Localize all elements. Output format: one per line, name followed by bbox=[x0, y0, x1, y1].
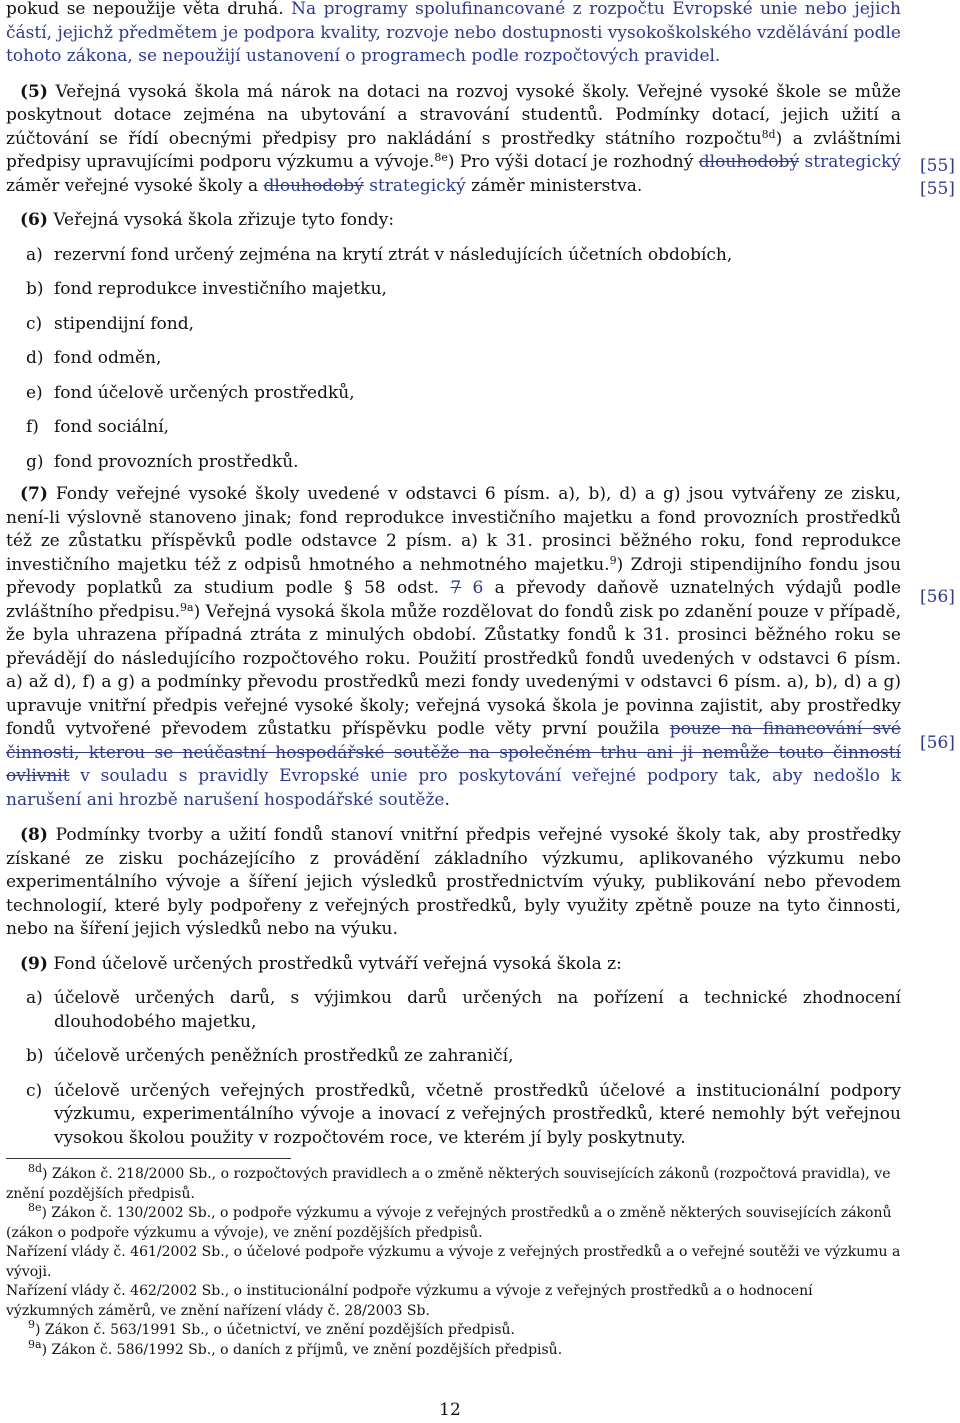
paragraph-text: a převody daňově uznatelných výdajů podle zvláštního předpisu. bbox=[6, 578, 902, 622]
list-item bbox=[6, 451, 901, 475]
margin-reference: [55] bbox=[920, 156, 955, 176]
footnote-text: ) Zákon č. 586/1992 Sb., o daních z příjmů, ve znění pozdějších předpisů. bbox=[41, 1341, 563, 1358]
list-item bbox=[6, 313, 901, 337]
paragraph-text: ) Veřejná vysoká škola může rozdělovat do fondů zisk po zdanění pouze v případě, že byla uhrazena případná ztráta z minulých období. Zůstatky fondů k 31. prosinci běžného roku se převádějí do následujícího rozpočtového roku. Použití prostředků fondů uvedených v odstavci 6 písm. a) až d), f) a g) a podmínky převodu prostředků mezi fondy uvedenými v odstavci 6 písm. a), b), d) a g) upravuje vnitřní předpis veřejné vysoké školy; veřejná vysoká škola je povinna zajistit, aby prostředky fondů vytvořené převodem zůstatku příspěvku podle věty první použila bbox=[6, 601, 901, 739]
footnote-9 bbox=[6, 1318, 901, 1341]
list-item bbox=[6, 382, 901, 406]
intro-text: pokud se nepoužije věta druhá. bbox=[6, 0, 292, 19]
footnote-9a bbox=[6, 1337, 901, 1361]
footnote-mark: 9 bbox=[28, 1318, 35, 1331]
list-text: účelově určených peněžních prostředků ze zahraničí, bbox=[54, 1046, 514, 1066]
margin-reference: [55] bbox=[920, 179, 955, 199]
page-number: 12 bbox=[439, 1400, 461, 1420]
paragraph-text: Veřejná vysoká škola má nárok na dotaci na rozvoj vysoké školy. Veřejné vysoké škole se může poskytnout dotace zejména na ubytování a stravování studentů. Podmínky dotací, jejich užití a zúčtování se řídí obecnými předpisy pro nakládání s prostředky státního rozpočtu bbox=[6, 81, 901, 149]
footnote-ref[interactable]: 9a bbox=[180, 600, 194, 614]
footnote-text: ) Zákon č. 130/2002 Sb., o podpoře výzkumu a vývoje z veřejných prostředků a o změně některých souvisejících zákonů (zákon o podpoře výzkumu a vývoje), ve znění pozdějších předpisů. bbox=[6, 1205, 892, 1241]
footnote-mark: 9a bbox=[28, 1337, 42, 1351]
list-label: b) bbox=[26, 1046, 44, 1066]
footnote-8e bbox=[6, 1201, 901, 1243]
list-item bbox=[6, 987, 901, 1034]
list-label: f) bbox=[26, 417, 39, 437]
list-text: účelově určených darů, s výjimkou darů určených na pořízení a technické zhodnocení dlouhodobého majetku, bbox=[54, 988, 901, 1032]
list-label: b) bbox=[26, 279, 44, 299]
fund-list bbox=[6, 244, 901, 475]
list-item bbox=[6, 1080, 901, 1151]
list-item bbox=[6, 1045, 901, 1069]
deleted-text: 7 bbox=[450, 578, 462, 598]
list-label: a) bbox=[26, 988, 43, 1008]
paragraph-number: (5) bbox=[20, 81, 48, 102]
paragraph-text: . bbox=[444, 789, 450, 810]
paragraph-text: záměr veřejné vysoké školy a bbox=[6, 175, 264, 196]
list-text: stipendijní fond, bbox=[54, 313, 195, 334]
paragraph-text: záměr ministerstva. bbox=[465, 175, 643, 196]
deleted-text: pouze na financování své činnosti, kterou se neúčastní hospodářské soutěže na společném trhu ani ji nemůže touto činností ovlivnit bbox=[6, 719, 901, 786]
margin-reference: [56] bbox=[920, 733, 955, 753]
paragraph-intro bbox=[6, 0, 901, 69]
paragraph-number: (8) bbox=[20, 825, 48, 845]
paragraph-number: (7) bbox=[20, 484, 48, 504]
paragraph-number: (9) bbox=[20, 953, 48, 974]
list-label: g) bbox=[26, 451, 44, 472]
document-page bbox=[6, 0, 901, 1360]
deleted-text: dlouhodobý bbox=[698, 152, 800, 172]
footnote-text: ) Zákon č. 218/2000 Sb., o rozpočtových pravidlech a o změně některých souvisejících zákonů (rozpočtová pravidla), ve znění pozdějších předpisů. bbox=[6, 1166, 891, 1202]
inserted-text: 6 bbox=[461, 578, 484, 598]
paragraph-8 bbox=[6, 824, 901, 942]
paragraph-7 bbox=[6, 483, 901, 812]
paragraph-text: Podmínky tvorby a užití fondů stanoví vnitřní předpis veřejné vysoké školy tak, aby prostředky získané ze zisku pocházejícího z provádění základního výzkumu, aplikovaného výzkumu nebo experimentálního vývoje a šíření jejich výsledků prostřednictvím výuky, publikování nebo převodem technologií, které byly podpořeny z veřejných prostředků, byly využity zpětně pouze na tyto činnosti, nebo na šíření jejich výsledků nebo na výuku. bbox=[6, 825, 901, 939]
margin-reference: [56] bbox=[920, 587, 955, 607]
paragraph-number: (6) bbox=[20, 210, 48, 230]
list-text: fond odměn, bbox=[54, 348, 162, 368]
intro-amendment-text: Na programy spolufinancované z rozpočtu Evropské unie nebo jejich částí, jejichž předmětem je podpora kvality, rozvoje nebo dostupnosti vysokoškolského vzdělávání podle tohoto zákona, se nepoužijí ustanovení o programech podle rozpočtových pravidel. bbox=[6, 0, 901, 66]
paragraph-text: ) Zdroji stipendijního fondu jsou převody poplatků za studium podle § 58 odst. bbox=[6, 554, 901, 598]
paragraph-6 bbox=[6, 209, 901, 233]
list-label: d) bbox=[26, 348, 44, 368]
paragraph-text: Veřejná vysoká škola zřizuje tyto fondy: bbox=[47, 210, 395, 230]
paragraph-text: Fondy veřejné vysoké školy uvedené v odstavci 6 písm. a), b), d) a g) jsou vytvářeny ze zisku, není-li výslovně stanoveno jinak; fond reprodukce investičního majetku a fond provozních prostředků též ze zůstatku příspěvků podle odstavce 2 písm. a) k 31. prosinci běžného roku, fond reprodukce investičního majetku též z odpisů hmotného a nehmotného majetku. bbox=[6, 484, 901, 575]
list-item bbox=[6, 278, 901, 302]
list-text: fond sociální, bbox=[54, 417, 170, 437]
footnote-ref[interactable]: 8d bbox=[761, 127, 776, 141]
footnotes bbox=[6, 1162, 901, 1360]
paragraph-5 bbox=[6, 81, 901, 199]
list-text: fond reprodukce investičního majetku, bbox=[54, 279, 387, 299]
inserted-text: strategický bbox=[363, 175, 466, 196]
paragraph-text: Fond účelově určených prostředků vytváří veřejná vysoká škola z: bbox=[47, 953, 622, 974]
list-label: c) bbox=[26, 313, 43, 334]
footnote-ref[interactable]: 8e bbox=[434, 151, 448, 164]
paragraph-text: ) a zvláštními předpisy upravujícími podporu výzkumu a vývoje. bbox=[6, 128, 901, 172]
list-text: fond účelově určených prostředků, bbox=[54, 382, 355, 403]
footnote-text: ) Zákon č. 563/1991 Sb., o účetnictví, ve znění pozdějších předpisů. bbox=[35, 1322, 516, 1338]
footnote-divider bbox=[6, 1158, 291, 1159]
list-text: rezervní fond určený zejména na krytí ztrát v následujících účetních obdobích, bbox=[54, 244, 733, 265]
list-label: a) bbox=[26, 244, 43, 265]
footnote-ref[interactable]: 9 bbox=[609, 553, 617, 567]
list-item bbox=[6, 416, 901, 440]
list-item bbox=[6, 347, 901, 371]
list-text: účelově určených veřejných prostředků, včetně prostředků účelové a institucionální podpory výzkumu, experimentálního vývoje a inovací z veřejných prostředků, které nemohly být veřejnou vysokou školou použity v rozpočtovém roce, ve kterém jí byly poskytnuty. bbox=[54, 1080, 901, 1148]
footnote-mark: 8e bbox=[28, 1201, 42, 1214]
inserted-text: v souladu s pravidly Evropské unie pro poskytování veřejné podpory tak, aby nedošlo k narušení ani hrozbě narušení hospodářské soutěže bbox=[6, 766, 901, 810]
paragraph-text: ) Pro výši dotací je rozhodný bbox=[447, 152, 699, 172]
footnote-mark: 8d bbox=[28, 1162, 43, 1175]
source-list bbox=[6, 987, 901, 1150]
list-item bbox=[6, 244, 901, 268]
list-label: e) bbox=[26, 382, 43, 403]
footnote-regulation-462: Nařízení vlády č. 462/2002 Sb., o institucionální podpoře výzkumu a vývoje z veřejných prostředků a o hodnocení výzkumných záměrů, ve znění nařízení vlády č. 28/2003 Sb. bbox=[6, 1283, 813, 1319]
deleted-text: dlouhodobý bbox=[263, 175, 364, 196]
inserted-text: strategický bbox=[799, 152, 901, 172]
paragraph-9 bbox=[6, 953, 901, 977]
list-label: c) bbox=[26, 1080, 43, 1101]
footnote-8d bbox=[6, 1162, 901, 1204]
footnote-regulation-461: Nařízení vlády č. 461/2002 Sb., o účelové podpoře výzkumu a vývoje z veřejných prostředků a o veřejné soutěži ve výzkumu a vývoji. bbox=[6, 1244, 901, 1280]
list-text: fond provozních prostředků. bbox=[54, 451, 299, 472]
